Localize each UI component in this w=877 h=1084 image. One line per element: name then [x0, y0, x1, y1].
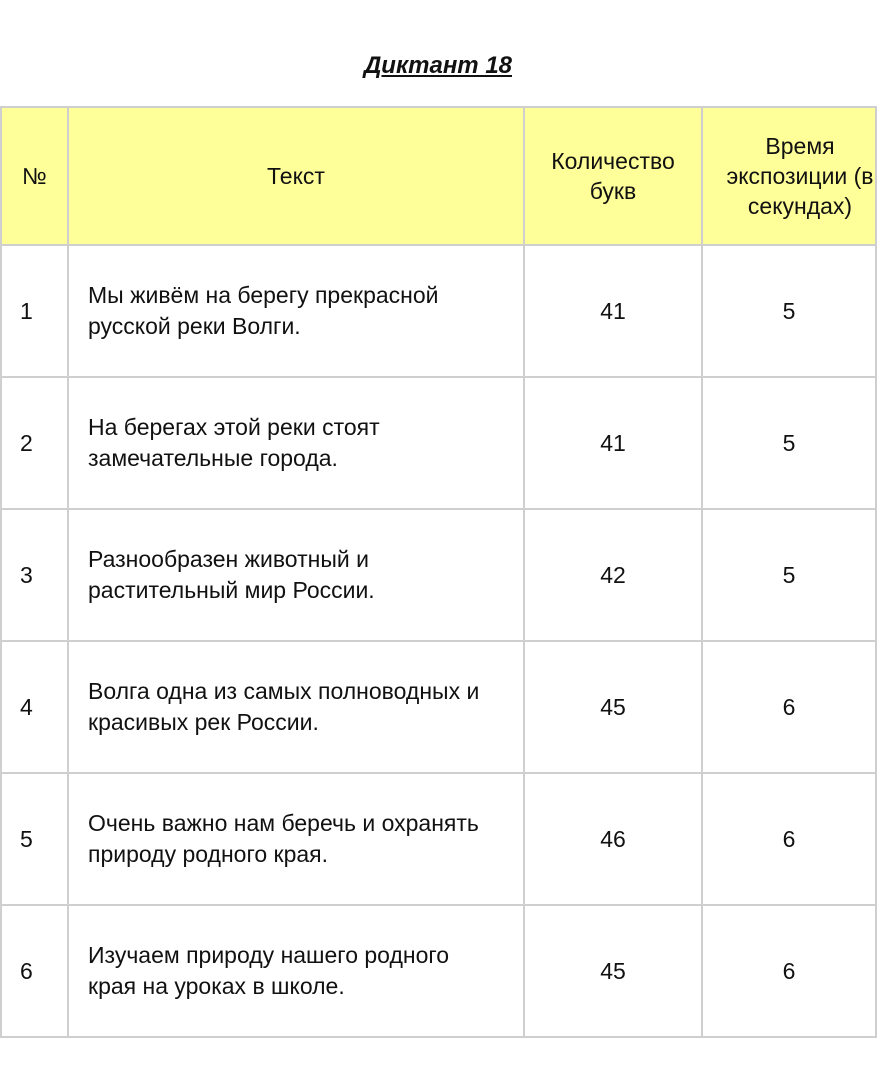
row-letter-count: 45 [524, 641, 702, 773]
table-row [1, 641, 876, 773]
row-number: 6 [1, 905, 68, 1037]
table-header-row [1, 107, 876, 245]
table-row [1, 245, 876, 377]
row-letter-count: 46 [524, 773, 702, 905]
row-letter-count: 41 [524, 377, 702, 509]
row-text: Разнообразен животный и растительный мир России. [68, 509, 524, 641]
header-text: Текст [68, 107, 524, 245]
row-text: Изучаем природу нашего родного края на уроках в школе. [68, 905, 524, 1037]
row-exposure-time: 6 [702, 773, 876, 905]
table-row [1, 773, 876, 905]
dictation-table-container [0, 106, 874, 1041]
row-number: 3 [1, 509, 68, 641]
table-row [1, 377, 876, 509]
row-text: Мы живём на берегу прекрасной русской реки Волги. [68, 245, 524, 377]
row-number: 4 [1, 641, 68, 773]
header-number: № [1, 107, 68, 245]
row-exposure-time: 5 [702, 377, 876, 509]
table-row [1, 509, 876, 641]
row-exposure-time: 5 [702, 509, 876, 641]
row-number: 2 [1, 377, 68, 509]
row-exposure-time: 5 [702, 245, 876, 377]
row-text: Волга одна из самых полноводных и красивых рек России. [68, 641, 524, 773]
row-number: 5 [1, 773, 68, 905]
header-exposure-time: Время экспозиции (в секундах) [702, 107, 876, 245]
row-exposure-time: 6 [702, 905, 876, 1037]
row-letter-count: 41 [524, 245, 702, 377]
page-title: Диктант 18 [363, 52, 513, 79]
dictation-table [0, 106, 877, 1038]
row-letter-count: 42 [524, 509, 702, 641]
row-text: Очень важно нам беречь и охранять природу родного края. [68, 773, 524, 905]
row-text: На берегах этой реки стоят замечательные города. [68, 377, 524, 509]
header-letter-count: Количество букв [524, 107, 702, 245]
row-number: 1 [1, 245, 68, 377]
table-row [1, 905, 876, 1037]
row-letter-count: 45 [524, 905, 702, 1037]
row-exposure-time: 6 [702, 641, 876, 773]
